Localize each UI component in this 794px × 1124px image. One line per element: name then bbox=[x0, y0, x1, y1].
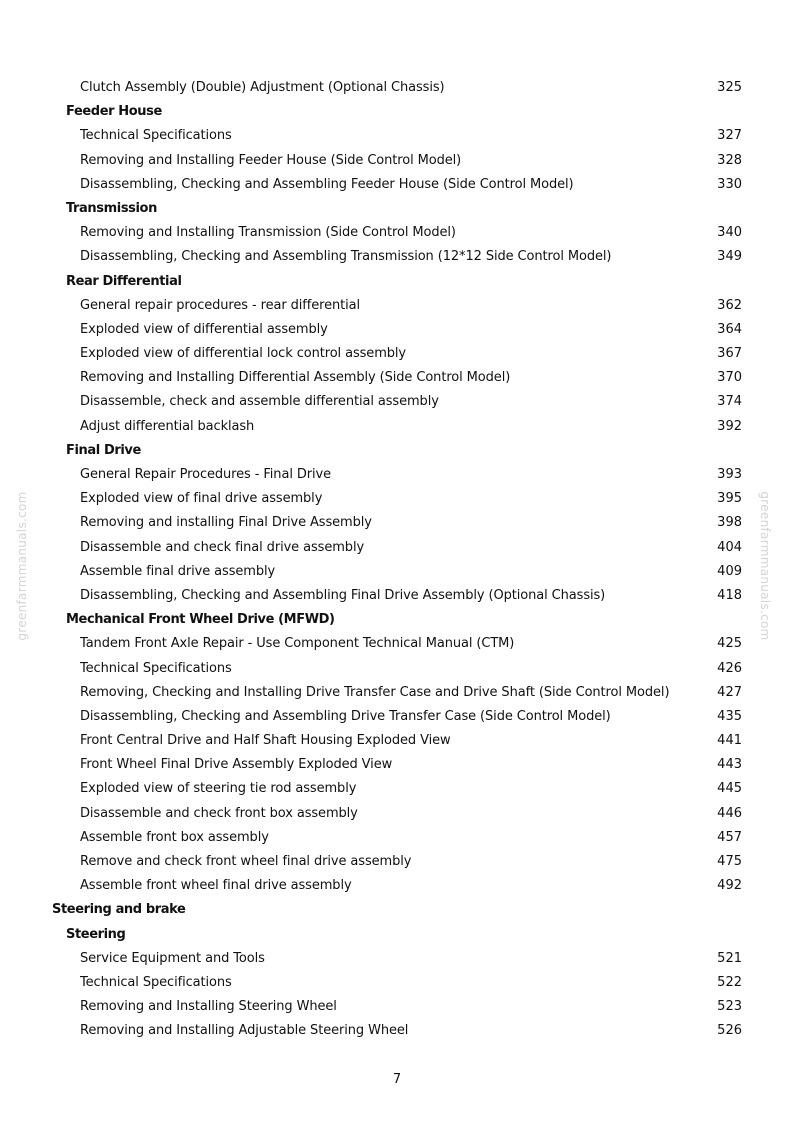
toc-entry[interactable] bbox=[0, 777, 794, 801]
toc-entry[interactable] bbox=[0, 971, 794, 995]
toc-entry[interactable] bbox=[0, 511, 794, 535]
toc-entry-page: 364 bbox=[717, 321, 742, 337]
toc-entry-title: Removing and Installing Transmission (Side Control Model) bbox=[80, 225, 456, 241]
toc-entry-page: 521 bbox=[717, 950, 742, 966]
toc-section-heading[interactable] bbox=[0, 923, 794, 947]
toc-entry[interactable] bbox=[0, 632, 794, 656]
toc-entry-page: 404 bbox=[717, 539, 742, 555]
toc-entry-page: 392 bbox=[717, 418, 742, 434]
toc-entry-page: 374 bbox=[717, 394, 742, 410]
toc-section-heading[interactable] bbox=[0, 270, 794, 294]
toc-entry-page: 325 bbox=[717, 80, 742, 95]
toc-entry-page: 426 bbox=[717, 660, 742, 676]
toc-entry-title: Remove and check front wheel final drive assembly bbox=[80, 854, 412, 869]
toc-entry-title: Service Equipment and Tools bbox=[80, 950, 265, 966]
toc-entry-page: 398 bbox=[717, 515, 742, 531]
toc-entry[interactable] bbox=[0, 705, 794, 729]
toc-entry-page: 435 bbox=[717, 708, 742, 724]
toc-entry-page: 427 bbox=[717, 684, 742, 700]
toc-entry-title: Adjust differential backlash bbox=[80, 418, 255, 434]
toc-entry-title: Exploded view of final drive assembly bbox=[80, 491, 323, 507]
toc-entry-title: Disassemble and check final drive assembly bbox=[80, 539, 365, 555]
toc-entry[interactable] bbox=[0, 947, 794, 971]
toc-entry-title: Disassembling, Checking and Assembling Drive Transfer Case (Side Control Model) bbox=[80, 708, 611, 724]
toc-entry-page: 523 bbox=[717, 999, 742, 1015]
toc-entry[interactable] bbox=[0, 245, 794, 269]
toc-entry-page: 425 bbox=[717, 636, 742, 652]
toc-entry[interactable] bbox=[0, 318, 794, 342]
toc-section-heading[interactable] bbox=[0, 608, 794, 632]
toc-entry[interactable] bbox=[0, 342, 794, 366]
toc-entry-title: Disassembling, Checking and Assembling Feeder House (Side Control Model) bbox=[80, 176, 574, 192]
toc-entry-title: Front Central Drive and Half Shaft Housing Exploded View bbox=[80, 733, 451, 749]
toc-entry[interactable] bbox=[0, 76, 794, 100]
toc-entry-title: Disassemble and check front box assembly bbox=[80, 805, 358, 821]
toc-entry-title: Tandem Front Axle Repair - Use Component Technical Manual (CTM) bbox=[80, 636, 515, 652]
toc-entry-title: Feeder House bbox=[66, 104, 162, 120]
toc-entry[interactable] bbox=[0, 753, 794, 777]
toc-entry-page: 446 bbox=[717, 805, 742, 821]
toc-entry[interactable] bbox=[0, 995, 794, 1019]
toc-entry-page: 475 bbox=[717, 854, 742, 869]
toc-entry-title: Steering and brake bbox=[52, 902, 186, 918]
toc-entry[interactable] bbox=[0, 802, 794, 826]
toc-entry-title: General repair procedures - rear differential bbox=[80, 297, 361, 313]
toc-entry-page: 362 bbox=[717, 297, 742, 313]
toc-entry-page: 457 bbox=[717, 829, 742, 845]
toc-entry-page: 327 bbox=[717, 128, 742, 144]
toc-entry-page: 395 bbox=[717, 491, 742, 507]
toc-entry-title: Removing and Installing Feeder House (Side Control Model) bbox=[80, 152, 462, 168]
table-of-contents bbox=[0, 76, 794, 1044]
toc-entry[interactable] bbox=[0, 294, 794, 318]
toc-entry-page: 370 bbox=[717, 370, 742, 386]
watermark-left: greenfarmmanuals.com bbox=[15, 491, 29, 641]
toc-section-heading[interactable] bbox=[0, 197, 794, 221]
toc-entry-page: 418 bbox=[717, 587, 742, 603]
toc-entry-title: Assemble front wheel final drive assembly bbox=[80, 878, 352, 894]
toc-entry-page: 367 bbox=[717, 346, 742, 362]
toc-entry-title: Exploded view of differential lock control assembly bbox=[80, 346, 407, 362]
toc-entry[interactable] bbox=[0, 850, 794, 874]
toc-section-heading[interactable] bbox=[0, 439, 794, 463]
toc-entry-page: 393 bbox=[717, 467, 742, 482]
toc-entry-title: Rear Differential bbox=[66, 273, 182, 289]
toc-entry[interactable] bbox=[0, 536, 794, 560]
toc-entry-title: Exploded view of differential assembly bbox=[80, 321, 328, 337]
toc-entry-title: Disassembling, Checking and Assembling Transmission (12*12 Side Control Model) bbox=[80, 249, 612, 265]
toc-entry[interactable] bbox=[0, 415, 794, 439]
toc-entry-title: Removing and Installing Differential Assembly (Side Control Model) bbox=[80, 370, 511, 386]
toc-entry-title: Removing and Installing Steering Wheel bbox=[80, 999, 337, 1015]
toc-entry-title: Mechanical Front Wheel Drive (MFWD) bbox=[66, 612, 335, 628]
toc-entry-title: Final Drive bbox=[66, 442, 141, 458]
toc-entry-title: Technical Specifications bbox=[80, 974, 232, 990]
toc-entry[interactable] bbox=[0, 463, 794, 487]
toc-entry[interactable] bbox=[0, 173, 794, 197]
toc-entry[interactable] bbox=[0, 390, 794, 414]
toc-entry-page: 409 bbox=[717, 563, 742, 579]
toc-entry[interactable] bbox=[0, 1019, 794, 1043]
toc-entry-title: Exploded view of steering tie rod assembly bbox=[80, 781, 357, 797]
toc-entry[interactable] bbox=[0, 826, 794, 850]
toc-entry[interactable] bbox=[0, 874, 794, 898]
toc-entry-title: Front Wheel Final Drive Assembly Exploded View bbox=[80, 757, 393, 773]
toc-entry-page: 328 bbox=[717, 152, 742, 168]
toc-entry[interactable] bbox=[0, 221, 794, 245]
toc-entry-title: Assemble final drive assembly bbox=[80, 563, 276, 579]
toc-entry-page: 492 bbox=[717, 878, 742, 894]
toc-entry-title: Clutch Assembly (Double) Adjustment (Optional Chassis) bbox=[80, 80, 445, 95]
toc-entry-page: 340 bbox=[717, 225, 742, 241]
toc-entry-page: 522 bbox=[717, 974, 742, 990]
toc-entry-page: 443 bbox=[717, 757, 742, 773]
toc-entry-title: General Repair Procedures - Final Drive bbox=[80, 467, 332, 482]
toc-entry-title: Removing, Checking and Installing Drive Transfer Case and Drive Shaft (Side Control Model) bbox=[80, 684, 670, 700]
toc-entry-page: 349 bbox=[717, 249, 742, 265]
watermark-right: greenfarmmanuals.com bbox=[758, 491, 772, 641]
toc-entry-title: Disassembling, Checking and Assembling Final Drive Assembly (Optional Chassis) bbox=[80, 587, 606, 603]
toc-entry-title: Steering bbox=[66, 926, 126, 942]
toc-entry-page: 330 bbox=[717, 176, 742, 192]
toc-entry-title: Disassemble, check and assemble differential assembly bbox=[80, 394, 439, 410]
toc-entry[interactable] bbox=[0, 560, 794, 584]
toc-entry-title: Technical Specifications bbox=[80, 660, 232, 676]
toc-entry[interactable] bbox=[0, 657, 794, 681]
toc-entry-title: Removing and Installing Adjustable Steering Wheel bbox=[80, 1023, 409, 1039]
toc-entry[interactable] bbox=[0, 681, 794, 705]
toc-entry-page: 526 bbox=[717, 1023, 742, 1039]
toc-entry[interactable] bbox=[0, 729, 794, 753]
toc-entry-title: Transmission bbox=[66, 200, 157, 216]
toc-entry[interactable] bbox=[0, 149, 794, 173]
toc-section-heading[interactable] bbox=[0, 898, 794, 922]
toc-entry[interactable] bbox=[0, 366, 794, 390]
toc-entry-page: 441 bbox=[717, 733, 742, 749]
toc-entry-title: Assemble front box assembly bbox=[80, 829, 269, 845]
toc-entry[interactable] bbox=[0, 584, 794, 608]
toc-entry-title: Technical Specifications bbox=[80, 128, 232, 144]
toc-section-heading[interactable] bbox=[0, 100, 794, 124]
toc-entry-page: 445 bbox=[717, 781, 742, 797]
toc-entry[interactable] bbox=[0, 487, 794, 511]
toc-entry-title: Removing and installing Final Drive Assembly bbox=[80, 515, 372, 531]
toc-entry[interactable] bbox=[0, 124, 794, 148]
page-number: 7 bbox=[392, 1072, 402, 1087]
